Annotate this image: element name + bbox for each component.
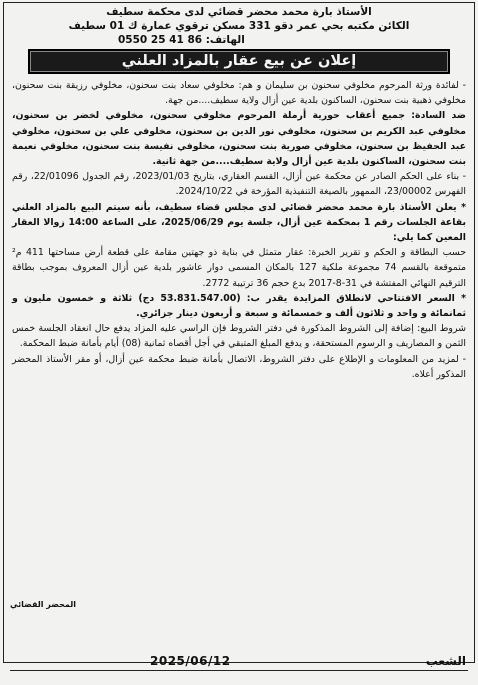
paragraph-defendants: ضد السادة: جميع أعقاب حورية أرملة المرحوم مخلوفي سحنون، مخلوفي لخضر بن سحنون، مخلوفي عبد الكريم بن سحنون، مخلوفي نور الدين بن سحنون، مخلوفي علي بن سحنون، مخلوفي عبد الحفيظ بن سحنون، مخلوفي صورية بنت سحنون، مخلوفي نفيسة بنت سحنون، مخلوفي نعيمة بنت سحنون، الساكنون بلدية عين أزال ولاية سطيف....من جهة ثانية.: [12, 110, 466, 168]
paragraph-sale-notice: * يعلن الأستاذ بارة محمد محضر قضائي لدى مجلس قضاء سطيف، بأنه سيتم البيع بالمزاد العلني بقاعة الجلسات رقم 1 بمحكمة عين أزال، جلسة يوم 2025/06/29، على الساعة 14:00 زوالا العقار المعين كما يلي:: [12, 201, 466, 244]
paragraph-conditions: شروط البيع: إضافة إلى الشروط المذكورة في دفتر الشروط فإن الراسي عليه المزاد يدفع حال انعقاد الجلسة خمس الثمن و المصاريف و الرسوم المستحقة، و يدفع المبلغ المتبقي في أجل أقصاه ثمانية (08) أيام بأمانة ضبط المحكمة.: [12, 323, 466, 350]
paragraph-judgment: - بناء على الحكم الصادر عن محكمة عين أزال، القسم العقاري، بتاريخ 2023/01/03، رقم الجدول 22/01096، رقم الفهرس 23/00002، الممهور بالصيغة التنفيذية المؤرخة في 2024/10/22.: [12, 171, 466, 198]
newspaper-name: الشعب: [425, 654, 466, 668]
header-phone: الهاتف: 86 41 25 0550: [118, 34, 245, 46]
announcement-body: [6, 78, 472, 382]
publication-date: 2025/06/12: [150, 654, 231, 668]
announcement-title: إعلان عن بيع عقار بالمزاد العلني: [28, 49, 450, 74]
header: [6, 5, 472, 47]
paragraph-property: حسب البطاقة و الحكم و تقرير الخبرة: عقار متمثل في بناية ذو جهتين مقامة على قطعة أرض مساحتها 411 م² متموقعة بالقسم 74 مجموعة ملكية 127 بالمكان المسمى دوار عاشور بلدية عين أزال المعروف بموجب بطاقة الترقيم النهائي المفتشة في 31-8-2017 بدع حجم 36 ترتيبة 2772.: [12, 247, 466, 289]
bailiff-signature: المحضر القضائي: [10, 600, 77, 609]
header-office-name: الأستاذ بارة محمد محضر قضائي لدى محكمة سطيف: [106, 6, 372, 18]
paragraph-contact: - لمزيد من المعلومات و الإطلاع على دفتر الشروط، الاتصال بأمانة ضبط محكمة عين أزال، أو مقر الأستاذ المحضر المذكور أعلاه.: [12, 353, 466, 380]
paragraph-beneficiaries: - لفائدة ورثة المرحوم مخلوفي سحنون بن سليمان و هم: مخلوفي سعاد بنت سحنون، مخلوفي رزيقة بنت سحنون، مخلوفي ذهبية بنت سحنون، الساكنون بلدية عين أزال ولاية سطيف....من جهة.: [12, 80, 466, 107]
header-address: الكائن مكتبه بحي عمر دقو 331 مسكن ترقوي عمارة ك 01 سطيف: [68, 20, 410, 32]
paragraph-opening-price: * السعر الافتتاحي لانطلاق المزايدة يقدر ب: (53.831.547.00 دج) ثلاثة و خمسون مليون و ثمانمائة و واحد و ثلاثون ألف و خمسمائة و سبعة و أربعون دينار جزائري.: [12, 292, 466, 320]
footer-rule: [10, 670, 468, 671]
footer: [0, 652, 478, 672]
